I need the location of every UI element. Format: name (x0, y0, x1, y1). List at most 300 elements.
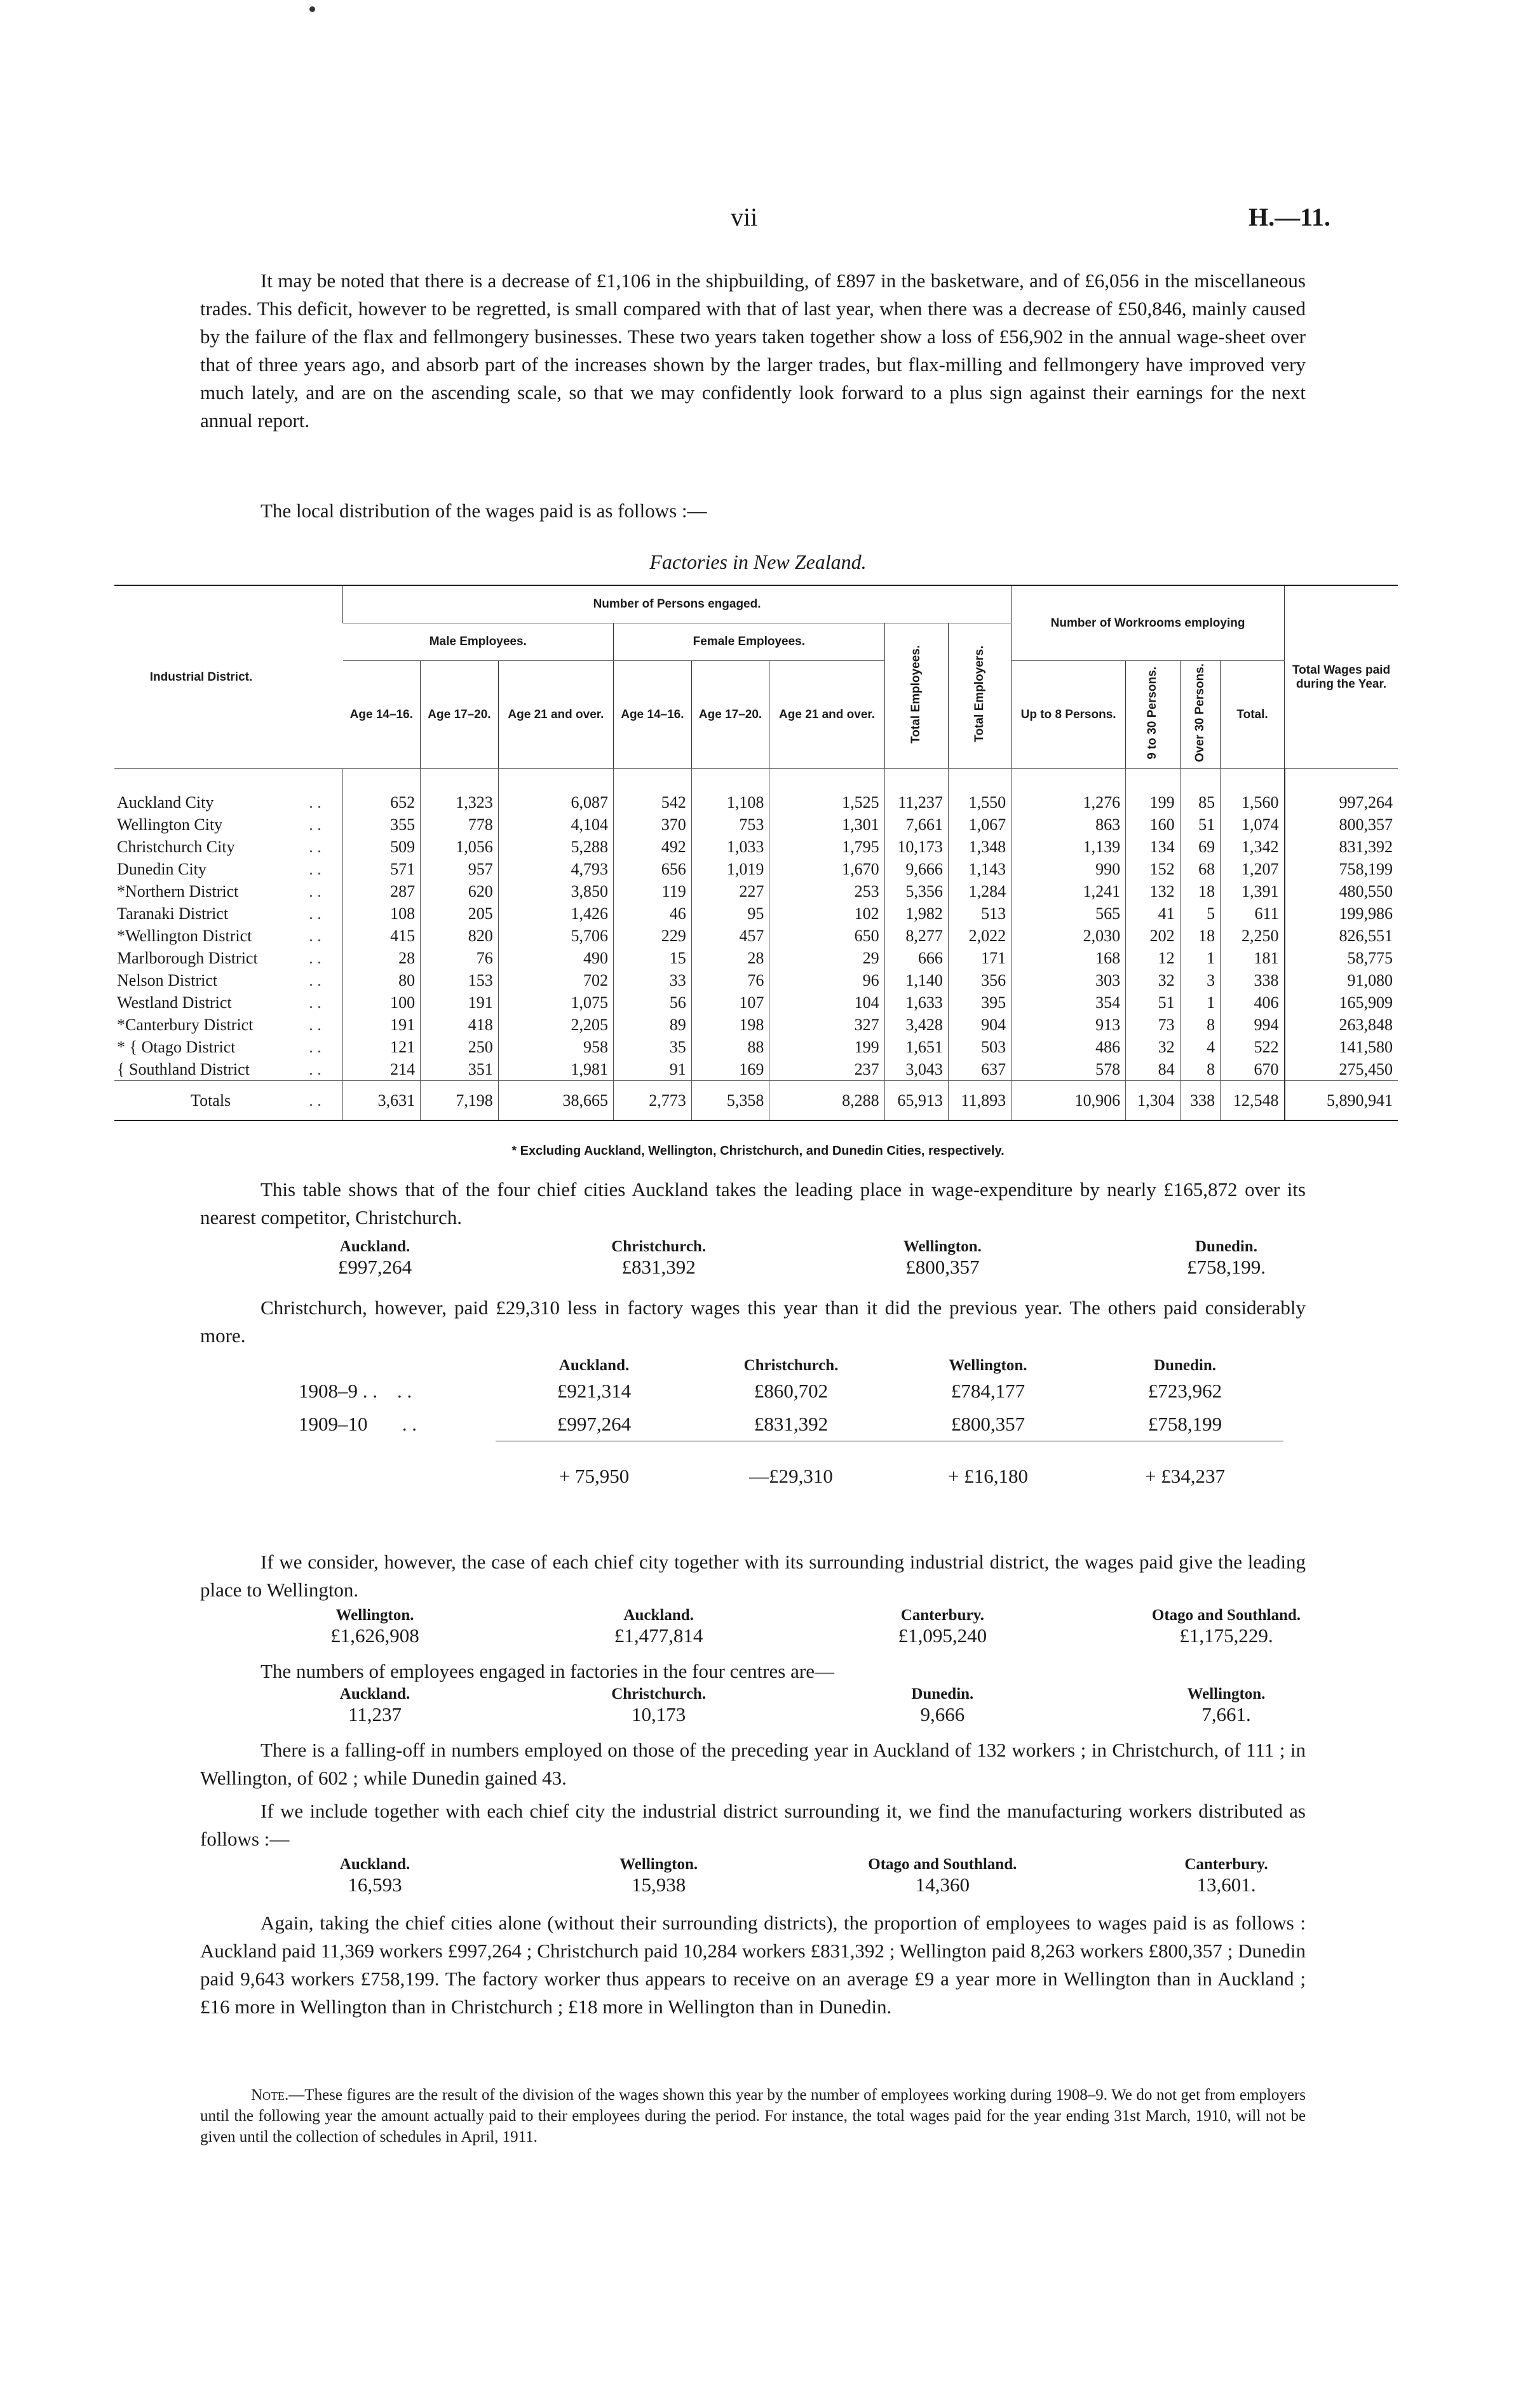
table-cell: 119 (614, 880, 692, 902)
place-value: £1,095,240 (898, 1624, 987, 1647)
table-cell: 227 (691, 880, 769, 902)
table-cell: 84 (1126, 1058, 1181, 1081)
christchurch-paragraph: Christchurch, however, paid £29,310 less in factory wages this year than it did the previous year. The others paid considerably more. (200, 1296, 1306, 1347)
table-shows-paragraph: This table shows that of the four chief cities Auckland takes the leading place in wage-expenditure by nearly £165,872 over its nearest competitor, Christchurch. (200, 1178, 1306, 1228)
table-cell: 7,661 (884, 813, 948, 836)
table-cell: 513 (948, 902, 1011, 925)
table-cell: 5,706 (498, 925, 613, 947)
place-value: 11,237 (348, 1703, 402, 1725)
table-cell: 191 (343, 1014, 421, 1036)
place-name: Dunedin. (1195, 1238, 1257, 1255)
table-cell: 1,143 (948, 858, 1011, 880)
header-over-30: Over 30 Persons. (1180, 661, 1220, 769)
place-name: Otago and Southland. (1151, 1607, 1301, 1624)
table-cell: 28 (691, 947, 769, 969)
place-name: Canterbury. (900, 1607, 984, 1624)
table-caption: Factories in New Zealand. (649, 550, 867, 573)
comparison-year: 1908–9 . . . . (299, 1380, 412, 1402)
manufacturing-workers-row (241, 1856, 1360, 1896)
table-row (114, 769, 1398, 814)
place-name: Dunedin. (911, 1685, 974, 1703)
employees-centres-item (809, 1685, 1076, 1726)
table-cell: 15 (614, 947, 692, 969)
table-cell: 51 (1180, 813, 1220, 836)
table-cell: 1,348 (948, 836, 1011, 858)
table-cell: 480,550 (1285, 880, 1398, 902)
table-cell: 1,019 (691, 858, 769, 880)
district-name: *Canterbury District (117, 1015, 254, 1034)
table-cell: 5 (1180, 902, 1220, 925)
table-cell: 199 (769, 1036, 884, 1058)
table-cell: 1,525 (769, 769, 884, 814)
table-cell: 997,264 (1285, 769, 1398, 814)
table-cell: 8 (1180, 1014, 1220, 1036)
header-wages: Total Wages paid during the Year. (1285, 585, 1398, 769)
table-cell: 160 (1126, 813, 1181, 836)
note-lead: Note. (251, 2086, 289, 2104)
table-cell: 96 (769, 969, 884, 991)
table-cell: 355 (343, 813, 421, 836)
table-cell: 2,205 (498, 1014, 613, 1036)
table-cell: 1,056 (421, 836, 499, 858)
leader-dots: . . (309, 948, 321, 967)
table-cell: 107 (691, 991, 769, 1014)
table-row (114, 813, 1398, 836)
table-cell: 76 (421, 947, 499, 969)
table-cell: 253 (769, 880, 884, 902)
table-cell: 490 (498, 947, 613, 969)
table-cell: 578 (1012, 1058, 1126, 1081)
table-cell: 957 (421, 858, 499, 880)
table-cell: 29 (769, 947, 884, 969)
comparison-value: £921,314 (557, 1380, 632, 1402)
if-consider-paragraph: If we consider, however, the case of each chief city together with its surrounding industrial district, the wages paid give the leading place to Wellington. (200, 1551, 1306, 1601)
table-cell: 415 (343, 925, 421, 947)
table-cell: 237 (769, 1058, 884, 1081)
totals-label: Totals (114, 1081, 288, 1121)
table-cell: 1 (1180, 947, 1220, 969)
header-female-age-14-16: Age 14–16. (614, 661, 692, 769)
place-name: Auckland. (339, 1238, 410, 1255)
table-cell: 33 (614, 969, 692, 991)
district-name: Taranaki District (117, 904, 229, 923)
place-name: Auckland. (623, 1607, 694, 1624)
table-cell: 650 (769, 925, 884, 947)
leader-dots: . . (288, 1081, 343, 1121)
table-cell: 41 (1126, 902, 1181, 925)
again-paragraph: Again, taking the chief cities alone (without their surrounding districts), the proportion of employees to wages paid is as follows : Auckland paid 11,369 workers £997,264 ; Christchurch paid 10,284 workers £831,392 ; Wellington paid 8,263 workers £800,357 ; Dunedin paid 9,643 workers £758,199. The factory worker thus appears to receive on an average £9 a year more in Wellington than in Auckland ; £16 more in Wellington than in Christchurch ; £18 more in Wellington than in Dunedin. (200, 1912, 1306, 2018)
table-cell: 666 (884, 947, 948, 969)
header-persons: Number of Persons engaged. (343, 585, 1012, 623)
table-cell: 35 (614, 1036, 692, 1058)
table-cell: 250 (421, 1036, 499, 1058)
table-cell: 351 (421, 1058, 499, 1081)
table-cell: 994 (1221, 1014, 1285, 1036)
table-cell: 8 (1180, 1058, 1220, 1081)
table-cell: 11,237 (884, 769, 948, 814)
table-cell: 1,033 (691, 836, 769, 858)
speck (309, 6, 315, 12)
table-row (114, 947, 1398, 969)
table-cell: 121 (343, 1036, 421, 1058)
table-cell: 198 (691, 1014, 769, 1036)
table-cell: 542 (614, 769, 692, 814)
table-cell: 89 (614, 1014, 692, 1036)
table-cell: 275,450 (1285, 1058, 1398, 1081)
place-value: £831,392 (621, 1256, 696, 1278)
falling-off-paragraph: There is a falling-off in numbers employed on those of the preceding year in Auckland of 132 workers ; in Christchurch, of 111 ; in Wellington, of 602 ; while Dunedin gained 43. (200, 1739, 1306, 1789)
table-cell: 1,982 (884, 902, 948, 925)
leader-dots: . . (309, 970, 321, 990)
manufacturing-workers-item (809, 1856, 1076, 1896)
table-cell: 509 (343, 836, 421, 858)
table-cell: 637 (948, 1058, 1011, 1081)
place-name: Canterbury. (1184, 1856, 1268, 1873)
table-cell: 958 (498, 1036, 613, 1058)
table-cell: 8,288 (769, 1081, 884, 1121)
table-cell: 778 (421, 813, 499, 836)
comparison-value: £784,177 (951, 1380, 1025, 1402)
table-row (114, 1036, 1398, 1058)
cities-wages-item (525, 1238, 792, 1279)
district-name: Westland District (117, 993, 232, 1012)
table-cell: 354 (1012, 991, 1126, 1014)
place-name: Wellington. (1187, 1685, 1266, 1703)
table-cell: 58,775 (1285, 947, 1398, 969)
table-cell: 8,277 (884, 925, 948, 947)
leader-dots: . . (309, 1037, 321, 1056)
table-cell: 102 (769, 902, 884, 925)
table-cell: 73 (1126, 1014, 1181, 1036)
table-cell: 11,893 (948, 1081, 1011, 1121)
table-cell: 758,199 (1285, 858, 1398, 880)
table-cell: 5,356 (884, 880, 948, 902)
table-footnote: * Excluding Auckland, Wellington, Christchurch, and Dunedin Cities, respectively. (511, 1144, 1005, 1158)
table-row (114, 858, 1398, 880)
table-cell: 32 (1126, 969, 1181, 991)
table-cell: 199,986 (1285, 902, 1398, 925)
place-name: Auckland. (339, 1856, 410, 1873)
numbers-employees-paragraph: The numbers of employees engaged in factories in the four centres are— (261, 1660, 834, 1682)
table-cell: 571 (343, 858, 421, 880)
table-cell: 168 (1012, 947, 1126, 969)
place-name: Christchurch. (611, 1238, 707, 1255)
table-cell: 51 (1126, 991, 1181, 1014)
table-cell: 370 (614, 813, 692, 836)
comparison-value: £800,357 (951, 1413, 1025, 1435)
table-cell: 2,022 (948, 925, 1011, 947)
table-cell: 1,067 (948, 813, 1011, 836)
manufacturing-workers-item (241, 1856, 508, 1896)
table-cell: 753 (691, 813, 769, 836)
table-row (114, 1058, 1398, 1081)
district-name: Auckland City (117, 792, 214, 812)
table-cell: 820 (421, 925, 499, 947)
comparison-header-dunedin: Dunedin. (1154, 1357, 1216, 1374)
district-name: Marlborough District (117, 948, 258, 967)
employees-centres-item (525, 1685, 792, 1726)
table-cell: 181 (1221, 947, 1285, 969)
table-row (114, 991, 1398, 1014)
table-cell: 522 (1221, 1036, 1285, 1058)
table-row (114, 902, 1398, 925)
place-name: Wellington. (619, 1856, 698, 1873)
table-cell: 990 (1012, 858, 1126, 880)
table-cell: 9,666 (884, 858, 948, 880)
table-cell: 153 (421, 969, 499, 991)
comparison-diff: + 75,950 (558, 1465, 630, 1487)
table-cell: 395 (948, 991, 1011, 1014)
table-cell: 1 (1180, 991, 1220, 1014)
table-cell: 418 (421, 1014, 499, 1036)
place-value: 13,601. (1196, 1874, 1256, 1896)
table-cell: 1,391 (1221, 880, 1285, 902)
header-female-age-17-20: Age 17–20. (691, 661, 769, 769)
table-cell: 565 (1012, 902, 1126, 925)
header-male-age-17-20: Age 17–20. (421, 661, 499, 769)
table-row (114, 969, 1398, 991)
leader-dots: . . (309, 926, 321, 945)
comparison-value: £831,392 (754, 1413, 829, 1435)
place-value: 14,360 (915, 1874, 970, 1896)
header-workrooms: Number of Workrooms employing (1012, 585, 1285, 661)
comparison-diff-row (292, 1442, 1283, 1493)
place-value: £758,199. (1186, 1256, 1266, 1278)
header-total-employees: Total Employees. (884, 623, 948, 769)
table-cell: 338 (1180, 1081, 1220, 1121)
table-cell: 91 (614, 1058, 692, 1081)
header-district: Industrial District. (114, 585, 288, 769)
table-cell: 904 (948, 1014, 1011, 1036)
table-cell: 171 (948, 947, 1011, 969)
table-cell: 652 (343, 769, 421, 814)
employees-centres-item (241, 1685, 508, 1726)
table-cell: 620 (421, 880, 499, 902)
employees-centres-item (1093, 1685, 1360, 1726)
table-cell: 1,074 (1221, 813, 1285, 836)
header-male-age-14-16: Age 14–16. (343, 661, 421, 769)
table-cell: 3,428 (884, 1014, 948, 1036)
table-cell: 1,795 (769, 836, 884, 858)
cities-wages-item (1093, 1238, 1360, 1279)
table-cell: 2,773 (614, 1081, 692, 1121)
table-cell: 12,548 (1221, 1081, 1285, 1121)
table-cell: 327 (769, 1014, 884, 1036)
table-row (114, 836, 1398, 858)
table-cell: 10,906 (1012, 1081, 1126, 1121)
header-total-employers: Total Employers. (948, 623, 1011, 769)
header-male-age-21: Age 21 and over. (498, 661, 613, 769)
table-cell: 4 (1180, 1036, 1220, 1058)
header-9-to-30: 9 to 30 Persons. (1126, 661, 1181, 769)
district-name: *Northern District (117, 881, 239, 901)
document-reference: H.—11. (1249, 203, 1330, 231)
place-value: £997,264 (337, 1256, 412, 1278)
leader-dots: . . (309, 815, 321, 834)
comparison-header-wellington: Wellington. (949, 1357, 1027, 1374)
leader-dots: . . (309, 792, 321, 812)
table-cell: 104 (769, 991, 884, 1014)
table-cell: 108 (343, 902, 421, 925)
table-cell: 12 (1126, 947, 1181, 969)
table-cell: 1,342 (1221, 836, 1285, 858)
place-name: Auckland. (339, 1685, 410, 1703)
table-cell: 38,665 (498, 1081, 613, 1121)
header-male: Male Employees. (343, 623, 614, 661)
table-cell: 7,198 (421, 1081, 499, 1121)
table-cell: 1,139 (1012, 836, 1126, 858)
header-dots-spacer (288, 585, 343, 769)
table-cell: 100 (343, 991, 421, 1014)
table-cell: 5,288 (498, 836, 613, 858)
table-cell: 169 (691, 1058, 769, 1081)
leader-dots: . . (309, 1015, 321, 1034)
table-cell: 4,104 (498, 813, 613, 836)
table-cell: 205 (421, 902, 499, 925)
district-name: Nelson District (117, 970, 218, 990)
table-cell: 28 (343, 947, 421, 969)
leader-dots: . . (309, 837, 321, 856)
table-cell: 4,793 (498, 858, 613, 880)
place-value: £1,175,229. (1179, 1624, 1273, 1647)
local-distribution-paragraph: The local distribution of the wages paid is as follows :— (261, 500, 707, 522)
districts-wages-item (241, 1607, 508, 1647)
table-cell: 702 (498, 969, 613, 991)
place-value: £1,626,908 (330, 1624, 419, 1647)
note-paragraph (200, 2085, 1306, 2147)
place-name: Wellington. (903, 1238, 982, 1255)
table-cell: 826,551 (1285, 925, 1398, 947)
include-together-paragraph: If we include together with each chief city the industrial district surrounding it, we find the manufacturing workers distributed as follows :— (200, 1800, 1306, 1850)
table-cell: 1,633 (884, 991, 948, 1014)
place-name: Otago and Southland. (868, 1856, 1017, 1873)
table-cell: 18 (1180, 925, 1220, 947)
table-cell: 10,173 (884, 836, 948, 858)
table-cell: 338 (1221, 969, 1285, 991)
place-value: £800,357 (905, 1256, 980, 1278)
factories-table (114, 585, 1398, 1121)
place-name: Christchurch. (611, 1685, 707, 1703)
table-cell: 611 (1221, 902, 1285, 925)
table-cell: 95 (691, 902, 769, 925)
table-row (114, 1014, 1398, 1036)
table-cell: 85 (1180, 769, 1220, 814)
table-cell: 492 (614, 836, 692, 858)
table-cell: 5,358 (691, 1081, 769, 1121)
table-cell: 132 (1126, 880, 1181, 902)
district-name: { Southland District (117, 1059, 250, 1078)
manufacturing-workers-item (1093, 1856, 1360, 1896)
table-cell: 80 (343, 969, 421, 991)
table-cell: 486 (1012, 1036, 1126, 1058)
table-cell: 1,651 (884, 1036, 948, 1058)
district-name: *Wellington District (117, 926, 252, 945)
table-cell: 1,981 (498, 1058, 613, 1081)
table-cell: 1,670 (769, 858, 884, 880)
table-cell: 191 (421, 991, 499, 1014)
place-value: £1,477,814 (614, 1624, 703, 1647)
table-cell: 356 (948, 969, 1011, 991)
table-cell: 1,140 (884, 969, 948, 991)
table-cell: 863 (1012, 813, 1126, 836)
table-cell: 670 (1221, 1058, 1285, 1081)
table-cell: 263,848 (1285, 1014, 1398, 1036)
comparison-year: 1909–10 . . (299, 1413, 417, 1436)
table-cell: 1,426 (498, 902, 613, 925)
table-cell: 134 (1126, 836, 1181, 858)
place-name: Wellington. (335, 1607, 414, 1624)
table-cell: 1,301 (769, 813, 884, 836)
table-cell: 1,284 (948, 880, 1011, 902)
table-cell: 1,304 (1126, 1081, 1181, 1121)
comparison-year-header (292, 1357, 496, 1375)
table-cell: 1,207 (1221, 858, 1285, 880)
comparison-header-auckland: Auckland. (558, 1357, 630, 1374)
manufacturing-workers-item (525, 1856, 792, 1896)
table-cell: 5,890,941 (1285, 1081, 1398, 1121)
table-cell: 1,276 (1012, 769, 1126, 814)
header-total-workrooms: Total. (1221, 661, 1285, 769)
header-female-age-21: Age 21 and over. (769, 661, 884, 769)
table-cell: 32 (1126, 1036, 1181, 1058)
leader-dots: . . (309, 904, 321, 923)
table-cell: 1,323 (421, 769, 499, 814)
district-name: Christchurch City (117, 837, 235, 856)
header-female: Female Employees. (614, 623, 885, 661)
table-cell: 287 (343, 880, 421, 902)
table-cell: 457 (691, 925, 769, 947)
table-cell: 1,108 (691, 769, 769, 814)
comparison-diff: + £34,237 (1145, 1465, 1225, 1487)
table-cell: 3,043 (884, 1058, 948, 1081)
note-text: —These figures are the result of the division of the wages shown this year by the number of employees working during 1908–9. We do not get from employers until the following year the amount actually paid to their employees during the period. For instance, the total wages paid for the year ending 31st March, 1910, will not be given until the collection of schedules in April, 1911. (200, 2086, 1306, 2146)
table-cell: 1,550 (948, 769, 1011, 814)
table-cell: 2,250 (1221, 925, 1285, 947)
table-cell: 3 (1180, 969, 1220, 991)
table-cell: 88 (691, 1036, 769, 1058)
districts-wages-row (241, 1607, 1360, 1647)
table-cell: 76 (691, 969, 769, 991)
table-cell: 303 (1012, 969, 1126, 991)
district-name: * { Otago District (117, 1037, 236, 1056)
table-cell: 406 (1221, 991, 1285, 1014)
table-cell: 202 (1126, 925, 1181, 947)
comparison-value: £758,199 (1147, 1413, 1222, 1435)
table-cell: 165,909 (1285, 991, 1398, 1014)
districts-wages-item (525, 1607, 792, 1647)
table-cell: 913 (1012, 1014, 1126, 1036)
table-cell: 3,850 (498, 880, 613, 902)
place-value: 9,666 (920, 1703, 965, 1725)
table-cell: 831,392 (1285, 836, 1398, 858)
leader-dots: . . (309, 881, 321, 901)
table-cell: 1,560 (1221, 769, 1285, 814)
table-cell: 152 (1126, 858, 1181, 880)
table-cell: 503 (948, 1036, 1011, 1058)
header-up-to-8: Up to 8 Persons. (1012, 661, 1126, 769)
table-cell: 214 (343, 1058, 421, 1081)
table-cell: 69 (1180, 836, 1220, 858)
districts-wages-item (1093, 1607, 1360, 1647)
table-cell: 229 (614, 925, 692, 947)
table-cell: 199 (1126, 769, 1181, 814)
comparison-value: £860,702 (754, 1380, 829, 1402)
table-cell: 2,030 (1012, 925, 1126, 947)
table-cell: 1,241 (1012, 880, 1126, 902)
comparison-row (292, 1408, 1283, 1441)
districts-wages-item (809, 1607, 1076, 1647)
place-value: 15,938 (632, 1874, 686, 1896)
